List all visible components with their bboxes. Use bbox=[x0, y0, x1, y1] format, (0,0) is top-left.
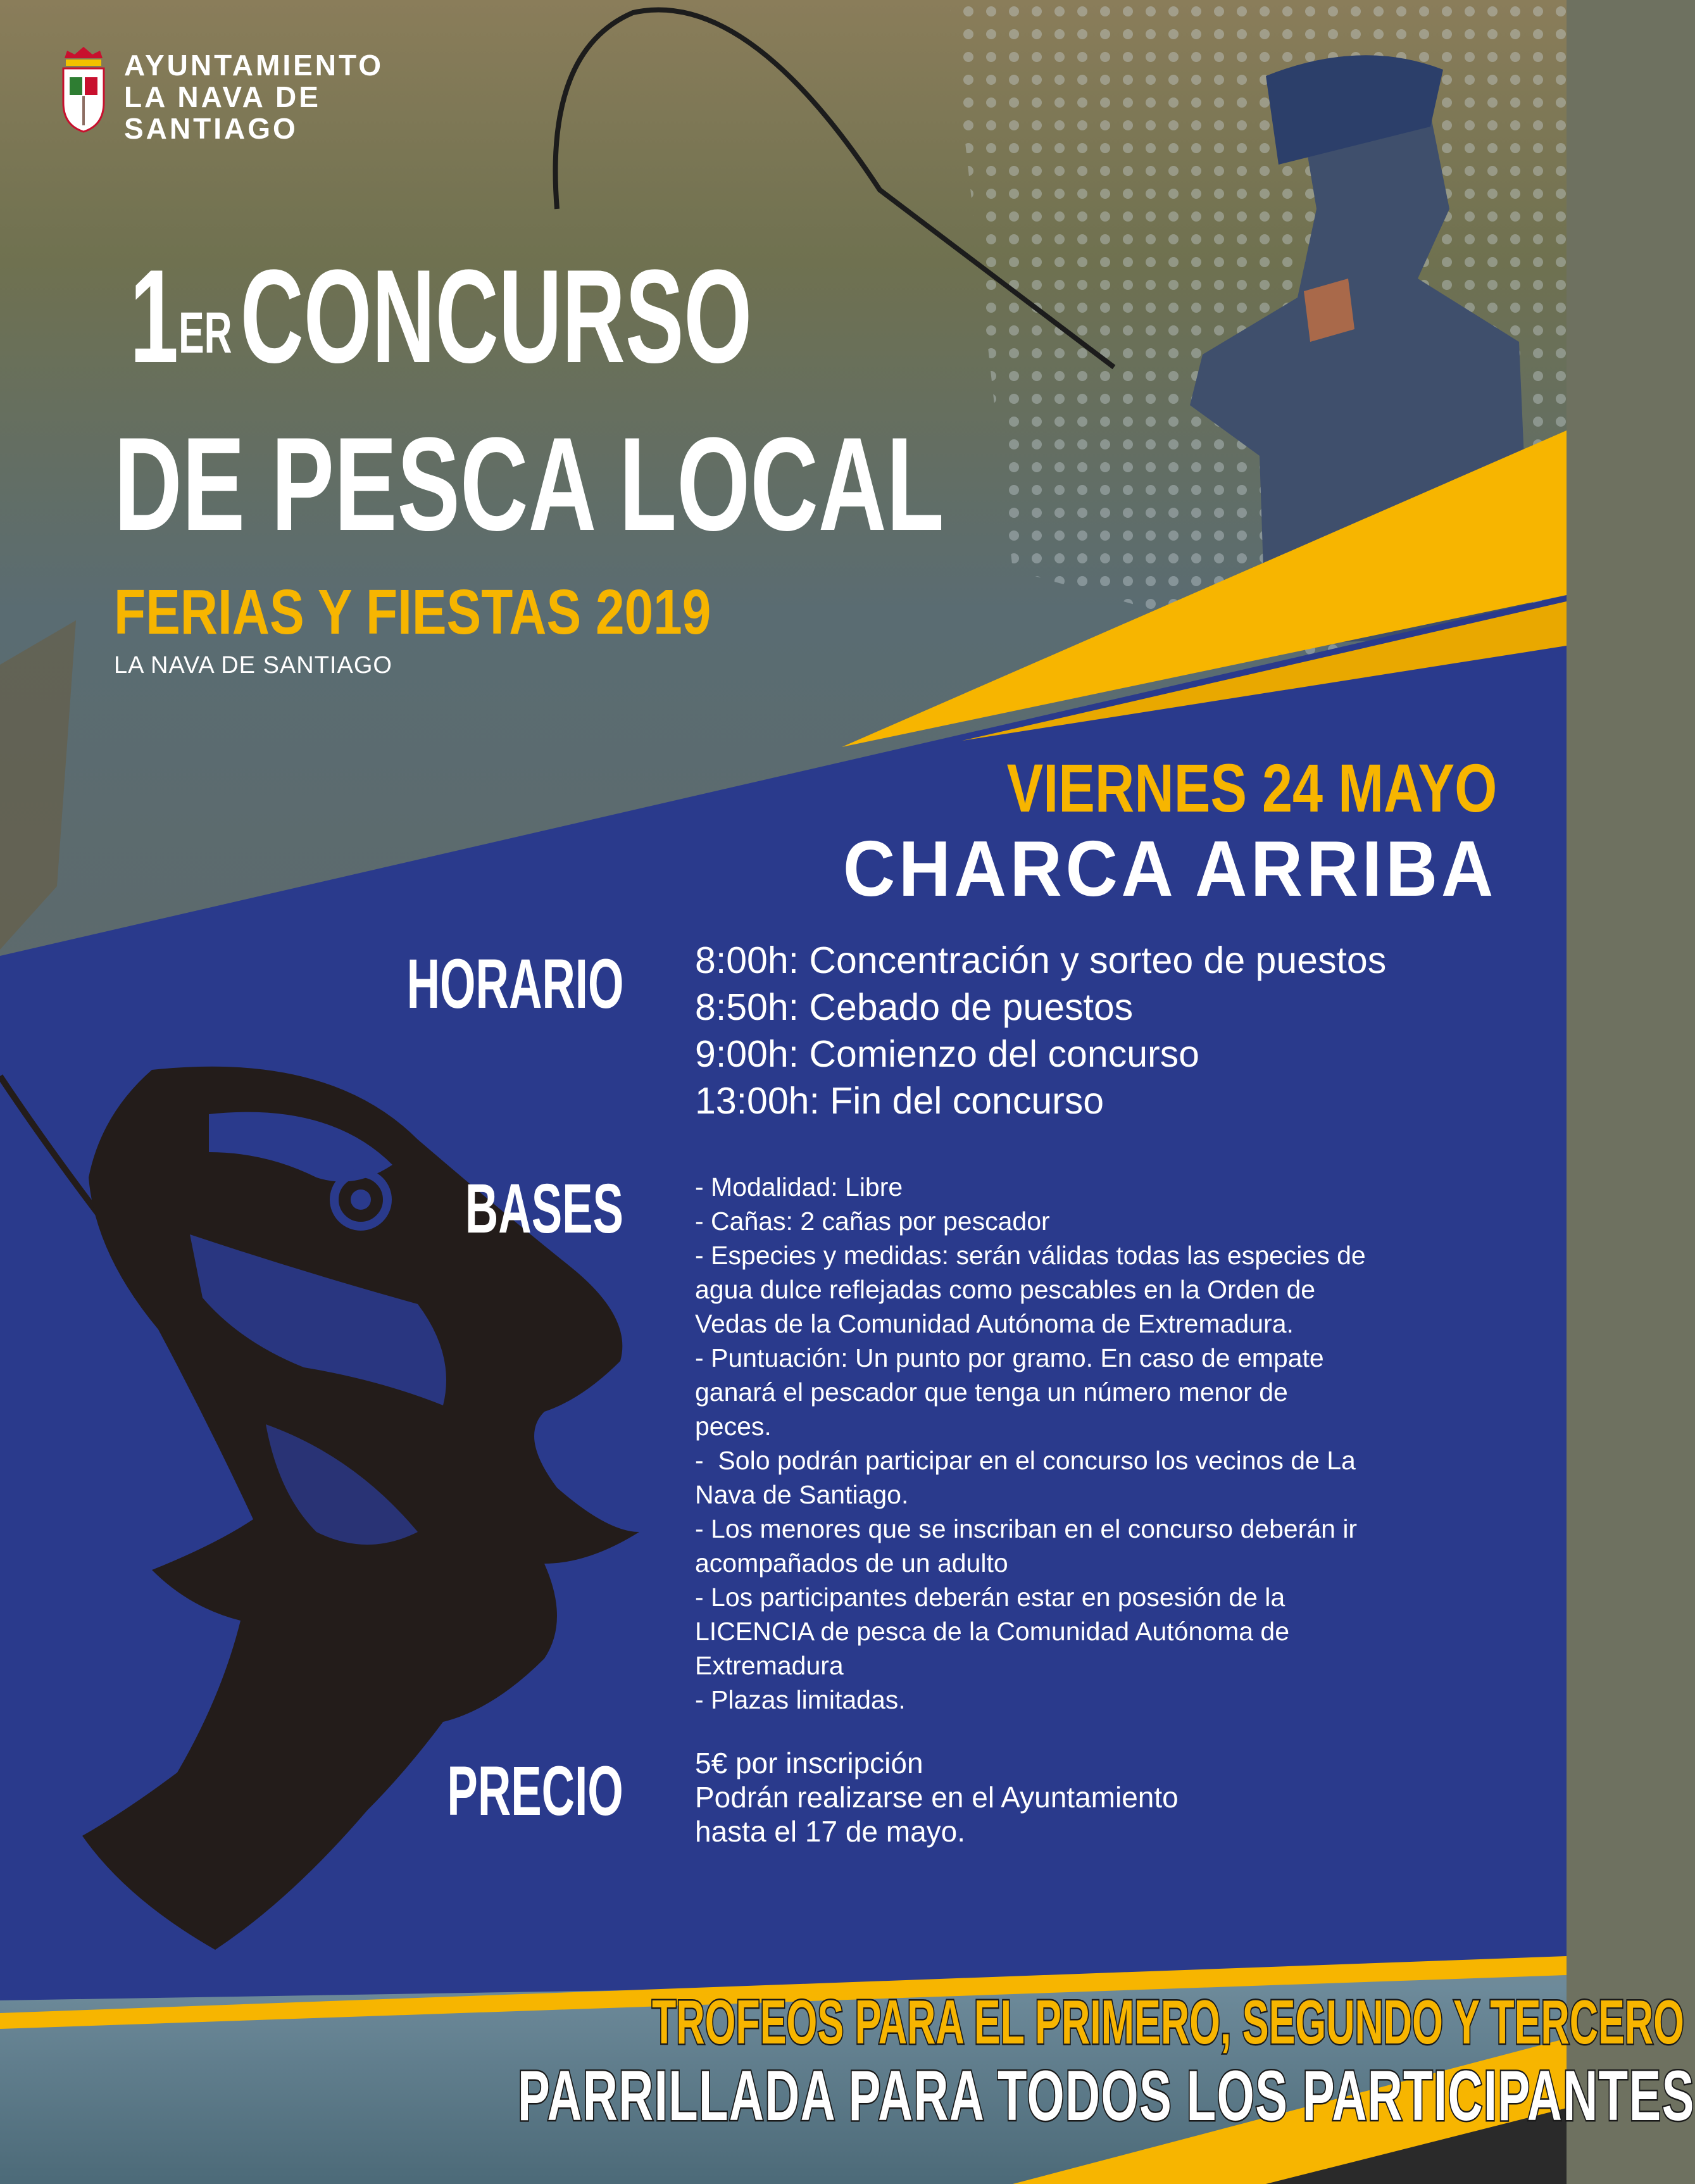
horario-item: 9:00h: Comienzo del concurso bbox=[695, 1033, 1199, 1075]
bases-line: Vedas de la Comunidad Autónoma de Extremadura. bbox=[695, 1309, 1294, 1338]
precio-line: Podrán realizarse en el Ayuntamiento bbox=[695, 1781, 1179, 1814]
bases-line: LICENCIA de pesca de la Comunidad Autónoma de bbox=[695, 1617, 1290, 1646]
organizer-line-3: SANTIAGO bbox=[124, 112, 298, 145]
bases-line: - Cañas: 2 cañas por pescador bbox=[695, 1207, 1050, 1236]
bases-line: - Especies y medidas: serán válidas todas las especies de bbox=[695, 1241, 1366, 1270]
event-place: CHARCA ARRIBA bbox=[843, 825, 1497, 913]
precio-line: 5€ por inscripción bbox=[695, 1747, 923, 1779]
bases-line: - Solo podrán participar en el concurso los vecinos de La bbox=[695, 1446, 1356, 1475]
bases-line: Nava de Santiago. bbox=[695, 1480, 909, 1509]
barbecue-banner: PARRILLADA PARA TODOS LOS PARTICIPANTES bbox=[518, 2056, 1695, 2135]
title-ordinal: ER bbox=[178, 301, 232, 365]
title-word: CONCURSO bbox=[240, 242, 753, 391]
bases-list bbox=[695, 1170, 1486, 1717]
event-location-name: LA NAVA DE SANTIAGO bbox=[114, 652, 392, 679]
trophies-banner: TROFEOS PARA EL PRIMERO, SEGUNDO Y TERCERO bbox=[652, 1987, 1684, 2057]
bases-line: - Los menores que se inscriban en el concurso deberán ir bbox=[695, 1514, 1358, 1543]
horario-label: HORARIO bbox=[406, 945, 623, 1023]
bases-line: ganará el pescador que tenga un número menor de bbox=[695, 1378, 1288, 1407]
coat-of-arms-icon bbox=[58, 46, 109, 134]
bases-label: BASES bbox=[465, 1170, 623, 1248]
event-subtitle: FERIAS Y FIESTAS 2019 bbox=[114, 577, 711, 648]
bases-line: - Plazas limitadas. bbox=[695, 1685, 906, 1714]
organizer-line-1: AYUNTAMIENTO bbox=[124, 49, 384, 82]
bases-line: Extremadura bbox=[695, 1651, 844, 1680]
bases-line: - Modalidad: Libre bbox=[695, 1172, 903, 1202]
horario-item: 8:50h: Cebado de puestos bbox=[695, 986, 1134, 1028]
bases-line: - Los participantes deberán estar en posesión de la bbox=[695, 1583, 1285, 1612]
bases-line: agua dulce reflejadas como pescables en la Orden de bbox=[695, 1275, 1316, 1304]
precio-label: PRECIO bbox=[447, 1752, 623, 1830]
precio-line: hasta el 17 de mayo. bbox=[695, 1815, 966, 1848]
organizer-line-2: LA NAVA DE bbox=[124, 80, 321, 113]
horario-item: 8:00h: Concentración y sorteo de puestos bbox=[695, 939, 1387, 981]
event-date: VIERNES 24 MAYO bbox=[1006, 750, 1497, 826]
horario-list bbox=[695, 937, 1386, 1124]
organizer-name bbox=[124, 49, 384, 144]
bases-line: peces. bbox=[695, 1412, 772, 1441]
title-number: 1 bbox=[130, 242, 179, 391]
bases-line: acompañados de un adulto bbox=[695, 1548, 1008, 1578]
precio-text bbox=[695, 1746, 1179, 1848]
bases-line: - Puntuación: Un punto por gramo. En caso de empate bbox=[695, 1343, 1324, 1372]
title-line-1 bbox=[130, 242, 753, 391]
title-line-2: DE PESCA LOCAL bbox=[114, 410, 944, 558]
horario-item: 13:00h: Fin del concurso bbox=[695, 1080, 1104, 1122]
